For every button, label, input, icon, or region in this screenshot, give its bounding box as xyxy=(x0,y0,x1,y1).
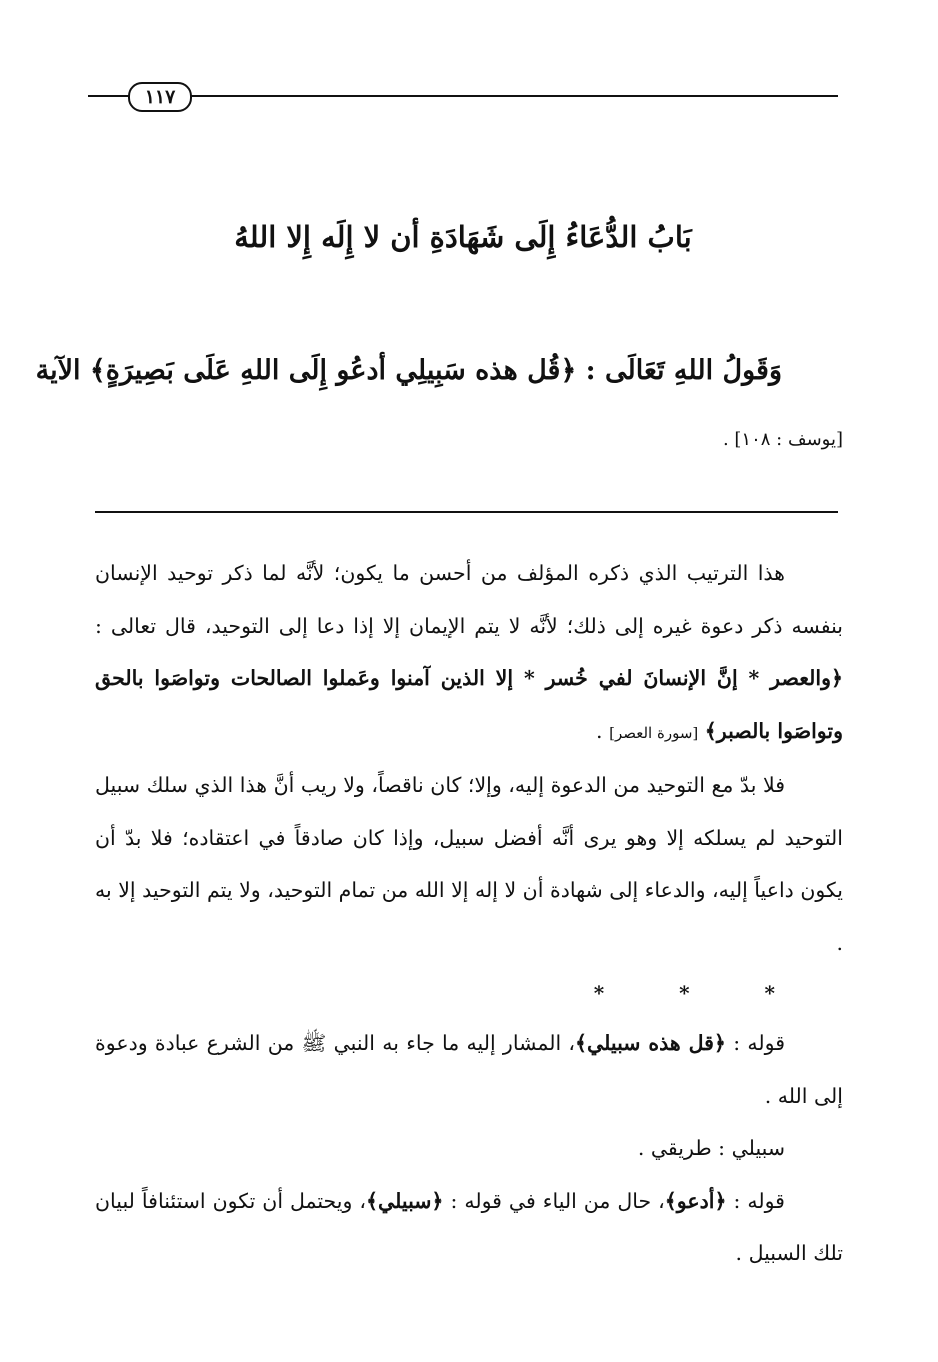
chapter-title: بَابُ الدُّعَاءُ إِلَى شَهَادَةِ أن لا إِلَه إِلا اللهُ xyxy=(234,220,692,254)
note-3 xyxy=(95,1175,843,1280)
verse-quote: ﴿قُل هذه سَبِيلِي أدعُو إِلَى اللهِ عَلَى بَصِيرَةٍ﴾ xyxy=(89,355,577,386)
paragraph-1-quote: ﴿والعصر * إنَّ الإنسانَ لفي خُسر * إلا الذين آمنوا وعَملوا الصالحات وتواصَوا بالحق وتواصَوا بالصبر﴾ xyxy=(95,666,843,743)
verse-suffix: الآية xyxy=(35,355,81,386)
paragraph-1-ref: [سورة العصر] xyxy=(609,723,699,742)
verse-reference: [يوسف : ١٠٨] . xyxy=(722,429,843,450)
section-divider xyxy=(95,511,838,513)
note-1 xyxy=(95,1017,843,1122)
note-3-quote-1: ﴿أدعو﴾ xyxy=(664,1188,727,1213)
note-1-text: ، المشار إليه ما جاء به النبي ﷺ من الشرع عبادة ودعوة إلى الله . xyxy=(95,1031,843,1108)
verse-intro: وَقَولُ اللهِ تَعَالَى : xyxy=(585,355,782,386)
note-1-quote: ﴿قل هذه سبيلي﴾ xyxy=(575,1031,726,1055)
verse-line xyxy=(36,343,782,399)
separator-stars: * * * xyxy=(593,981,809,1005)
note-3-prefix: قوله : xyxy=(733,1188,785,1213)
note-3-quote-2: ﴿سبيلي﴾ xyxy=(366,1188,444,1213)
note-3-text-2: ، ويحتمل أن تكون استئنافاً لبيان تلك السبيل . xyxy=(95,1188,843,1265)
paragraph-1-text: هذا الترتيب الذي ذكره المؤلف من أحسن ما يكون؛ لأنَّه لما ذكر توحيد الإنسان بنفسه ذكر دعوة غيره إلى ذلك؛ لأنَّه لا يتم الإيمان إلا إذا دعا إلى التوحيد، قال تعالى : xyxy=(95,561,843,638)
paragraph-1 xyxy=(95,547,843,759)
note-2: سبيلي : طريقي . xyxy=(637,1136,785,1160)
note-3-text-1: ، حال من الياء في قوله : xyxy=(450,1188,665,1213)
note-1-prefix: قوله : xyxy=(733,1031,785,1055)
page-number: ١١٧ xyxy=(128,82,192,112)
paragraph-2: فلا بدّ مع التوحيد من الدعوة إليه، وإلا؛ كان ناقصاً، ولا ريب أنَّ هذا الذي سلك سبيل التوحيد لم يسلكه إلا وهو يرى أنَّه أفضل سبيل، وإذا كان صادقاً في اعتقاده؛ فلا بدّ أن يكون داعياً إليه، والدعاء إلى شهادة أن لا إله إلا الله من تمام التوحيد، ولا يتم التوحيد إلا به . xyxy=(95,773,843,955)
paragraph-1-end: . xyxy=(596,718,603,743)
header-rule xyxy=(88,95,838,97)
commentary-body xyxy=(95,547,843,1280)
